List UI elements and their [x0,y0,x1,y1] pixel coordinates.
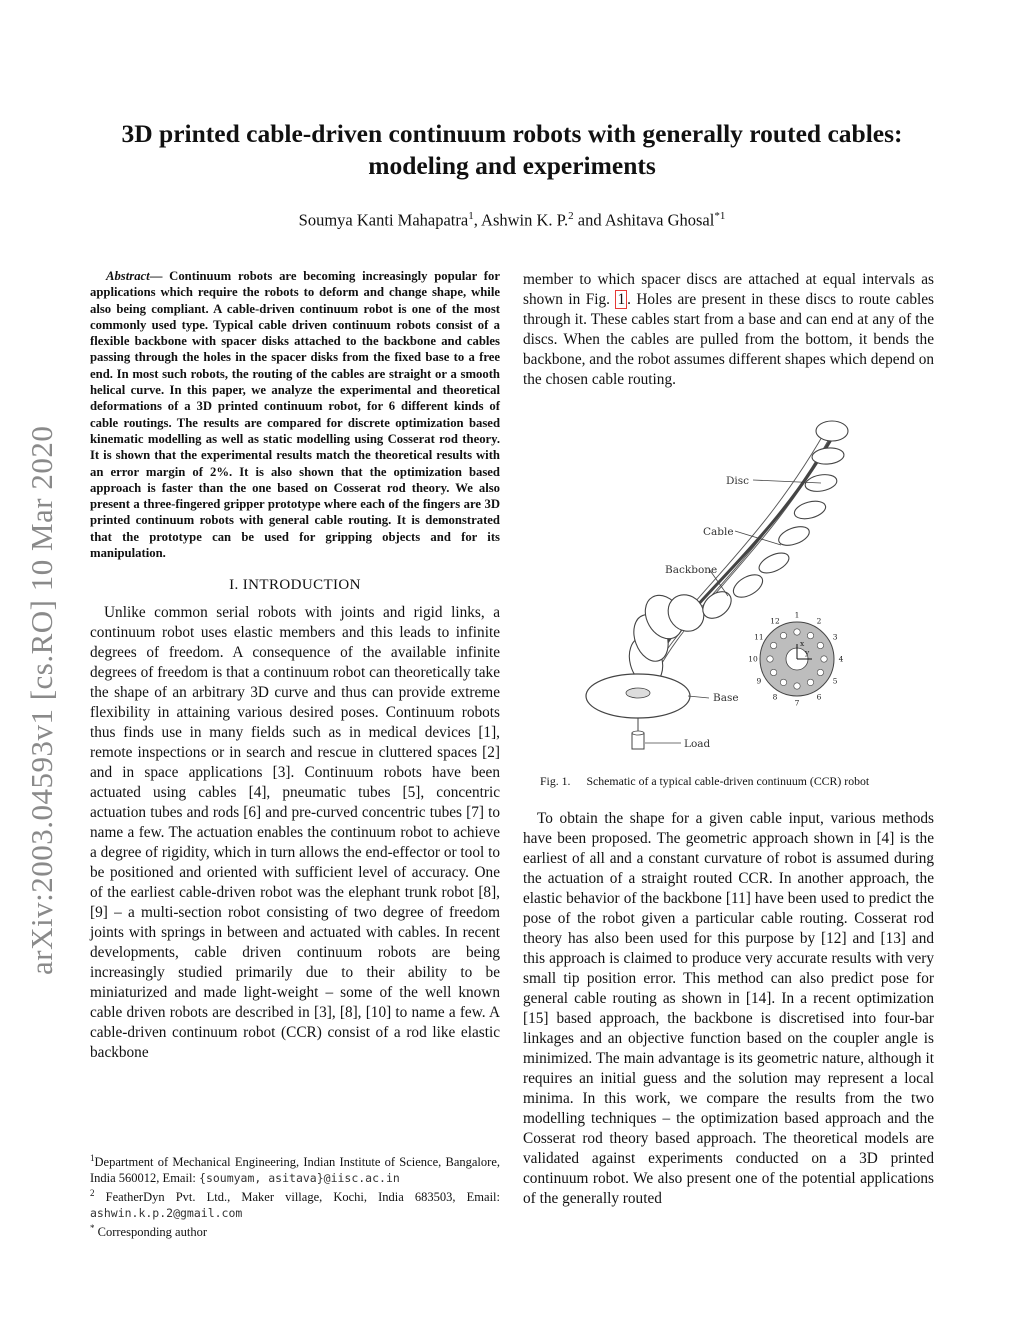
title-line-2: modeling and experiments [368,151,656,180]
affiliation-mark-1: 1 [468,210,474,222]
footnote-3-mark: * [90,1223,95,1234]
footnote-3 [90,1221,500,1241]
footnotes [90,1151,500,1241]
right-column-bottom [523,809,934,1209]
abstract-label: Abstract [106,269,150,283]
footnote-1-text: Department of Mechanical Engineering, Indian Institute of Science, Bangalore, India 560012, Email: [90,1155,500,1185]
figure-1-link[interactable]: 1 [617,291,626,308]
disc-hole-number: 7 [794,698,800,708]
label-load: Load [684,738,711,750]
author-separator-1: , Ashwin K. P. [473,210,569,230]
load-weight [632,718,644,749]
disc-hole [780,632,786,638]
figure-1 [523,403,934,773]
right-column-top [523,270,934,390]
label-backbone: Backbone [665,564,718,576]
disc-hole-number: 10 [748,654,758,664]
right-paragraph-1-text-a: member to which spacer discs are attached at equal intervals as shown in Fig. [523,271,934,308]
footnote-2-mark: 2 [90,1188,95,1199]
figure-1-caption-label: Fig. 1. [540,774,571,788]
footnote-2-text: FeatherDyn Pvt. Ltd., Maker village, Kochi, India 683503, Email: [94,1190,500,1205]
spacer-disc [816,421,848,441]
disc-hole-number: 12 [770,616,780,626]
right-paragraph-1 [523,270,934,390]
paper-title [70,118,954,182]
affiliation-mark-3: *1 [714,210,726,222]
disc-hole-number: 5 [832,676,838,686]
footnote-1 [90,1151,500,1186]
disc-hole-number: 8 [772,692,778,702]
disc-hole [807,632,813,638]
author-separator-2: and Ashitava Ghosal [573,210,715,230]
disc-hole [794,629,800,635]
spacer-disc [811,447,844,466]
axis-y-label: y [805,648,810,657]
affiliation-mark-2: 2 [568,210,574,222]
abstract [90,268,500,561]
label-base: Base [713,692,739,704]
section-heading-introduction: I. INTRODUCTION [229,577,361,594]
right-paragraph-2: To obtain the shape for a given cable input, various methods have been proposed. The geometric approach shown in [4] is the earliest of all and a constant curvature of robot is assumed during the actuation of a straight routed CCR. In another approach, the elastic behavior of the backbone [11] have been used to predict the pose of the robot given a particular cable routing. Cosserat rod theory has also been used for this purpose by [12] and [13] and this approach is claimed to produce very accurate results with very small tip position error. This method can also predict pose for general cable routing as shown in [14]. In a recent optimization [15] based approach, the backbone is discretised into four-bar linkages and an objective function based on the coupler angle is minimized. The main advantage is its geometric nature, although it requires an initial guess and the solution may represent a local minima. In this work, we compare the results from the two modelling techniques – the optimization based approach and the Cosserat rod theory based approach. The theoretical models are validated against experiments conducted on a 3D printed continuum robot. We also present one of the potential applications of the generally routed [523,810,934,1207]
disc-hole-number: 3 [832,632,838,642]
label-disc: Disc [726,475,750,487]
author-1: Soumya Kanti Mahapatra [298,210,469,230]
disc-cross-section [748,611,843,708]
axis-x-label: x [800,639,805,648]
title-line-1: 3D printed cable-driven continuum robots with generally routed cables: [121,119,903,148]
footnote-1-mark: 1 [90,1153,95,1163]
disc-hole [807,679,813,685]
footnote-2-email[interactable]: ashwin.k.p.2@gmail.com [90,1205,243,1220]
disc-hole-number: 11 [754,632,764,642]
right-paragraph-1-text-b: . Holes are present in these discs to route cables through it. These cables start from a base and can end at any of the discs. When the cables are pulled from the bottom, it bends the backbone, and the robot assumes different shapes which depend on the chosen cable routing. [523,291,935,388]
intro-paragraph-1: Unlike common serial robots with joints and rigid links, a continuum robot uses elastic members and this leads to infinite degrees of freedom. A consequence of the available infinite degrees of freedom is that a continuum robot can theoretically take the shape of an arbitrary 3D curve and thus can provide extreme flexibility in attaining various desired poses. Continuum robots thus finds use in many fields such as in medical devices [1], remote inspections or in search and rescue in cluttered spaces [2] and in space applications [3]. Continuum robots have been actuated using cables [4], pneumatic tubes [5], concentric actuation tubes and rods [6] and pre-curved concentric tubes [7] to name a few. The actuation enables the continuum robot to achieve a degree of rigidity, which in turn allows the end-effector or tool to be positioned and oriented with sufficient level of accuracy. One of the earliest cable-driven robot was the elephant trunk robot [8], [9] – a multi-section robot consisting of two degree of freedom joints with springs in between and actuated with cables. In recent developments, cable driven continuum robots are being increasingly studied primarily due to their ability to be miniaturized and made light-weight – some of the well known cable driven robots are described in [3], [8], [10] to name a few. A cable-driven continuum robot (CCR) consist of a rod like elastic backbone [90,604,500,1062]
figure-1-caption-text: Schematic of a typical cable-driven continuum (CCR) robot [586,774,870,788]
author-list [70,210,954,231]
disc-hole [821,656,827,662]
base-plate [586,674,690,718]
arxiv-identifier: arXiv:2003.04593v1 [cs.RO] 10 Mar 2020 [24,425,59,975]
disc-hole [794,683,800,689]
spacer-disc [730,570,767,602]
abstract-text: Continuum robots are becoming increasingly popular for applications which require the robots to deform and change shape, while also being compliant. A cable-driven continuum robot is one of the most commonly used type. Typical cable driven continuum robots consist of a flexible backbone with spacer disks attached to the backbone and cables passing through the holes in the spacer disks from the fixed base to a free end. In most such robots, the routing of the cables are straight or a smooth helical curve. In this paper, we analyze the experimental and theoretical deformations of a 3D printed continuum robot, for 6 different kinds of cable routings. The results are compared for discrete optimization based kinematic modelling as well as static modelling using Cosserat rod theory. It is shown that the experimental results match the theoretical results with an error margin of 2%. It is also shown that the optimization based approach is faster than the one based on Cosserat rod theory. We also present a three-fingered gripper prototype where each of the fingers are 3D printed continuum robots with general cable routing. It is demonstrated that the prototype can be used for gripping objects and for its manipulation. [90,269,500,561]
disc-hole-number: 9 [756,676,762,686]
figure-1-caption [540,774,869,789]
disc-hole [817,642,823,648]
footnote-2 [90,1186,500,1221]
figure-1-schematic [523,403,934,773]
footnote-1-email[interactable]: {soumyam, asitava}@iisc.ac.in [199,1170,400,1185]
disc-hole [770,642,776,648]
disc-hole [817,669,823,675]
spacer-disc [776,523,812,549]
footnote-3-text: Corresponding author [94,1225,207,1240]
label-cable: Cable [703,526,734,538]
disc-hole-number: 4 [838,654,844,664]
left-column [90,268,500,1063]
disc-hole [767,656,773,662]
disc-hole [770,669,776,675]
disc-hole [780,679,786,685]
spacer-disc [756,549,792,577]
disc-hole-number: 6 [816,692,822,702]
disc-hole-number: 2 [816,616,822,626]
disc-hole-number: 1 [794,610,800,620]
abstract-dash: — [149,269,163,283]
spacer-disc [792,498,827,522]
